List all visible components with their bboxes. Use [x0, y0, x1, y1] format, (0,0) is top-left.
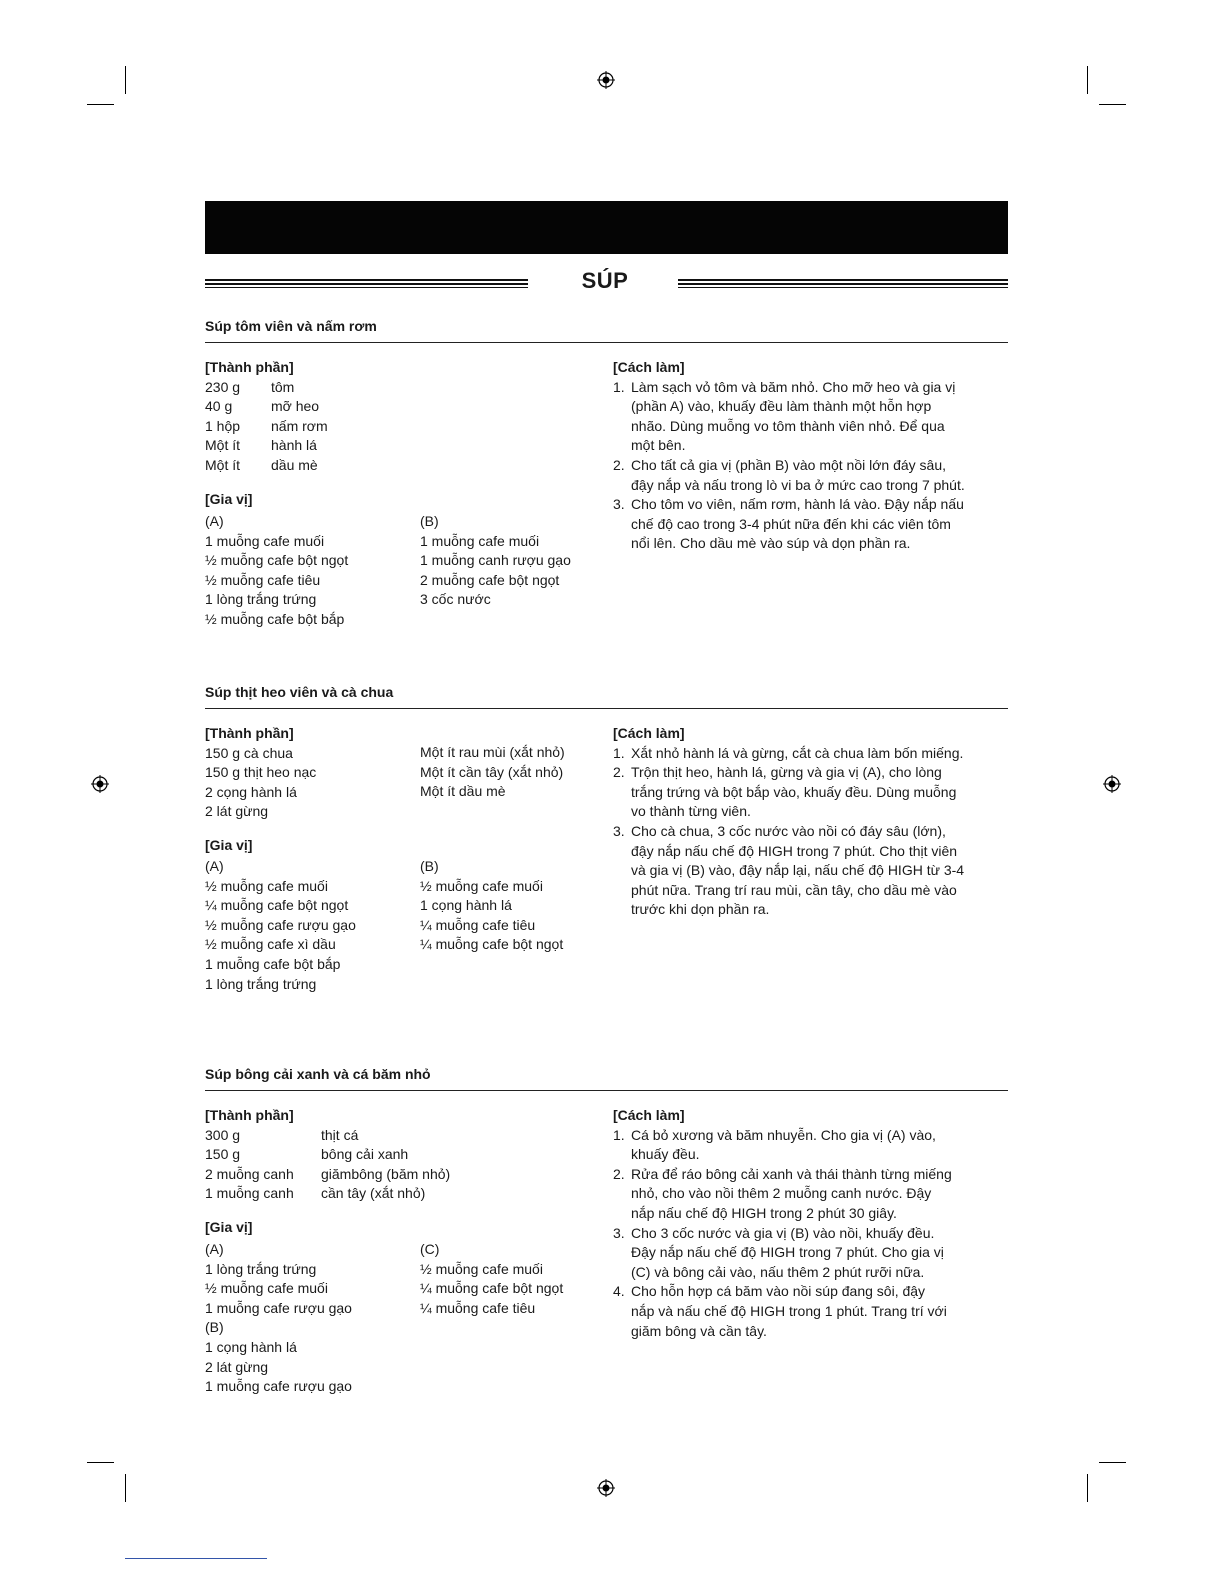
ingredient-row: Một ít rau mùi (xắt nhỏ): [420, 744, 565, 760]
crop-mark: [1087, 1474, 1088, 1502]
ingredient-row: Một ít dầu mè: [205, 456, 318, 473]
method-step: 1. Xắt nhỏ hành lá và gừng, cắt cà chua làm bốn miếng.: [613, 744, 964, 761]
method-step: 3. Cho cà chua, 3 cốc nước vào nồi có đáy sâu (lớn), đậy nắp nấu chế độ HIGH trong 7 phút. Cho thịt viên và gia vị (B) vào, đậy nắp lại, nấu chế độ HIGH từ 3-4 phút nữa. Trang trí rau mùi, cần tây, cho dầu mè vào trước khi dọn phần ra.: [613, 822, 965, 918]
recipe-title: Súp tôm viên và nấm rơm: [205, 318, 377, 334]
recipe-method: [613, 724, 1013, 920]
crop-mark: [1099, 104, 1126, 105]
crop-mark: [87, 1462, 114, 1463]
ingredients-heading: [Thành phần]: [205, 725, 294, 741]
seasoning-group-a: (A) ½ muỗng cafe muối ¼ muỗng cafe bột ngọt ½ muỗng cafe rượu gạo ½ muỗng cafe xì dầu 1 muỗng cafe bột bắp 1 lòng trắng trứng: [205, 858, 356, 992]
section-divider: [205, 708, 1008, 709]
method-step: 3. Cho 3 cốc nước và gia vị (B) vào nồi, khuấy đều. Đậy nắp nấu chế độ HIGH trong 7 phút. Cho gia vị (C) và bông cải vào, nấu thêm 2 phút rưỡi nữa.: [613, 1224, 944, 1280]
ingredient-row: 1 muỗng canh cần tây (xắt nhỏ): [205, 1185, 426, 1202]
registration-mark-icon: [91, 775, 109, 793]
ingredient-row: Một ít cần tây (xắt nhỏ): [420, 763, 564, 780]
header-banner: [205, 201, 1008, 254]
seasoning-heading: [Gia vị]: [205, 1218, 253, 1235]
ingredients-heading: [Thành phần]: [205, 359, 294, 375]
ingredient-row: Một ít dầu mè: [420, 783, 506, 800]
ingredient-row: 150 g thịt heo nạc: [205, 764, 317, 781]
seasoning-group-b: (B) ½ muỗng cafe muối 1 cọng hành lá ¼ muỗng cafe tiêu ¼ muỗng cafe bột ngọt: [420, 858, 564, 953]
crop-mark: [1087, 66, 1088, 94]
method-heading: [Cách làm]: [613, 1107, 685, 1123]
recipe-method: [613, 358, 1013, 554]
registration-mark-icon: [597, 1479, 615, 1497]
seasoning-group-a: (A) 1 muỗng cafe muối ½ muỗng cafe bột ngọt ½ muỗng cafe tiêu 1 lòng trắng trứng ½ muỗng cafe bột bắp: [205, 513, 349, 627]
crop-mark: [125, 66, 126, 94]
ingredient-row: 2 cọng hành lá: [205, 783, 297, 800]
registration-mark-icon: [597, 71, 615, 89]
recipe-ingredients: [205, 1106, 605, 1238]
seasoning-heading: [Gia vị]: [205, 836, 253, 853]
recipe-method: [613, 1106, 1013, 1341]
ingredients-heading: [Thành phần]: [205, 1107, 294, 1123]
recipe-ingredients: [205, 724, 415, 856]
seasoning-group-b: (B) 1 muỗng cafe muối 1 muỗng canh rượu gạo 2 muỗng cafe bột ngọt 3 cốc nước: [420, 513, 571, 608]
seasoning-group-ab: (A) 1 lòng trắng trứng ½ muỗng cafe muối 1 muỗng cafe rượu gạo (B) 1 cọng hành lá 2 lát gừng 1 muỗng cafe rượu gạo: [205, 1241, 352, 1395]
page-title: SÚP: [581, 268, 629, 293]
method-step: 1. Làm sạch vỏ tôm và băm nhỏ. Cho mỡ heo và gia vị (phần A) vào, khuấy đều làm thành một hỗn hợp nhão. Dùng muỗng vo tôm thành viên nhỏ. Để qua một bên.: [613, 378, 956, 454]
ingredient-row: 40 g mỡ heo: [205, 398, 320, 415]
method-step: 2. Trộn thịt heo, hành lá, gừng và gia vị (A), cho lòng trắng trứng và bột bắp vào, khuấy đều. Dùng muỗng vo thành từng viên.: [613, 764, 957, 820]
method-step: 1. Cá bỏ xương và băm nhuyễn. Cho gia vị (A) vào, khuấy đều.: [613, 1126, 936, 1163]
section-divider: [205, 342, 1008, 343]
ingredient-row: 230 g tôm: [205, 378, 295, 395]
ingredient-row: 1 hộp nấm rơm: [205, 417, 328, 434]
method-step: 2. Rửa để ráo bông cải xanh và thái thành từng miếng nhỏ, cho vào nồi thêm 2 muỗng canh nước. Đậy nắp nấu chế độ HIGH trong 2 phút 30 giây.: [613, 1165, 952, 1221]
crop-mark: [1099, 1462, 1126, 1463]
ingredient-row: 2 muỗng canh giămbông (băm nhỏ): [205, 1165, 451, 1182]
seasoning-group-c: (C) ½ muỗng cafe muối ¼ muỗng cafe bột ngọt ¼ muỗng cafe tiêu: [420, 1241, 564, 1316]
recipe-ingredients-extra: [420, 743, 610, 802]
recipe-title: Súp bông cải xanh và cá băm nhỏ: [205, 1066, 431, 1082]
recipe-title: Súp thịt heo viên và cà chua: [205, 684, 394, 700]
method-step: 2. Cho tất cả gia vị (phần B) vào một nồi lớn đáy sâu, đậy nắp và nấu trong lò vi ba ở mức cao trong 7 phút.: [613, 456, 965, 493]
method-step: 3. Cho tôm vo viên, nấm rơm, hành lá vào. Đậy nắp nấu chế độ cao trong 3-4 phút nữa đến khi các viên tôm nổi lên. Cho dầu mè vào súp và dọn phần ra.: [613, 496, 964, 552]
ingredient-row: 150 g bông cải xanh: [205, 1146, 409, 1163]
registration-mark-icon: [1103, 775, 1121, 793]
title-rule-left: [205, 279, 528, 289]
method-heading: [Cách làm]: [613, 725, 685, 741]
ingredient-row: 300 g thịt cá: [205, 1126, 359, 1143]
ingredient-row: Một ít hành lá: [205, 437, 317, 454]
method-heading: [Cách làm]: [613, 359, 685, 375]
recipe-ingredients: [205, 358, 585, 509]
section-divider: [205, 1090, 1008, 1091]
seasoning-heading: [Gia vị]: [205, 490, 253, 507]
crop-mark: [87, 104, 114, 105]
crop-mark: [125, 1474, 126, 1502]
method-step: 4. Cho hỗn hợp cá băm vào nồi súp đang sôi, đậy nắp và nấu chế độ HIGH trong 1 phút. Trang trí với giăm bông và cần tây.: [613, 1283, 947, 1339]
footer-underline: [125, 1558, 267, 1559]
ingredient-row: 150 g cà chua: [205, 744, 293, 761]
ingredient-row: 2 lát gừng: [205, 803, 269, 820]
title-rule-right: [678, 279, 1008, 289]
